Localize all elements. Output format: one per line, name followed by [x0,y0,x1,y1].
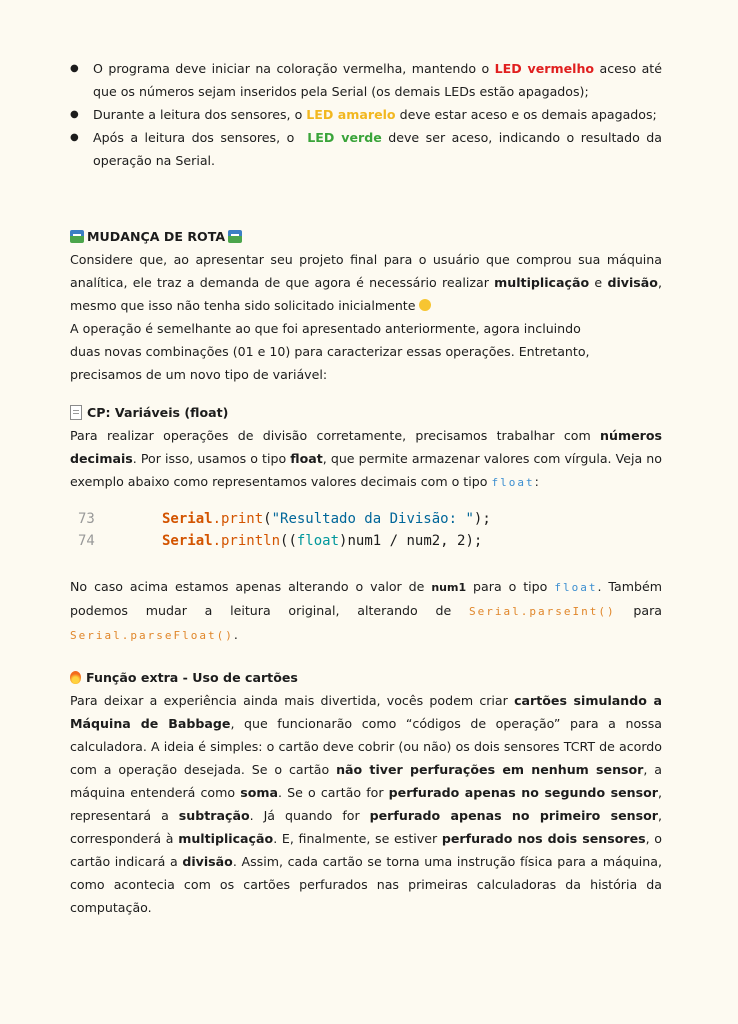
text: , representará a [70,785,662,823]
text: , que funcionarão como “códigos de operação” para a nossa calculadora. A ideia é simples: o cartão deve cobrir (ou não) os dois sensores TCRT de acordo com a operação desejada. Se o cartão [70,716,662,777]
code-token: ); [473,511,491,527]
text: . Assim, cada cartão se torna uma instrução física para a máquina, como acontecia com os cartões perfurados nas primeiras calculadoras da história da computação. [70,854,662,915]
rota-section [70,225,662,386]
text: : [534,474,539,489]
text: e [589,275,608,290]
code-line [78,530,491,552]
text: . E, finalmente, se estiver [273,831,442,846]
document-icon [70,405,82,420]
inline-code: num1 [431,581,467,594]
text: . Também podemos mudar a leitura original, alterando de [70,579,662,618]
bullet-text: deve ser aceso, indicando o resultado da operação na Serial. [93,130,662,168]
bold-text: soma [240,785,278,800]
section-title: CP: Variáveis (float) [87,405,229,420]
code-token: Serial [162,533,213,549]
paragraph [70,248,662,317]
text: . [233,627,238,642]
bold-text: divisão [607,275,658,290]
cp-section [70,401,662,494]
led-red-label: LED vermelho [494,61,595,76]
text: , que permite armazenar valores com vírgula. Veja no exemplo abaixo como representamos valores decimais com o tipo [70,451,662,489]
text: para o tipo [466,579,555,594]
text: , a máquina entenderá como [70,762,663,800]
bullet-text: aceso até que os números sejam inseridos pela Serial (os demais LEDs estão apagados); [93,61,662,99]
code-token: (( [280,533,297,549]
road-sign-icon [228,230,242,243]
line-number: 73 [78,511,95,527]
code-token: Serial [162,511,213,527]
bold-text: multiplicação [494,275,590,290]
paragraph [70,575,662,647]
code-snippet [78,508,491,552]
inline-code: Serial.parseFloat() [70,629,234,642]
text: . Já quando for [249,808,370,823]
inline-code: float [491,476,535,489]
extra-section [70,666,662,919]
code-token: ( [263,511,272,527]
text: . Por isso, usamos o tipo [132,451,291,466]
paragraph: A operação é semelhante ao que foi apresentado anteriormente, agora incluindo duas novas combinações (01 e 10) para caracterizar essas operações. Entretanto, precisamos de um novo tipo de variável: [70,321,590,382]
list-item [70,103,662,126]
bullet-text: Durante a leitura dos sensores, o [93,107,307,122]
text: , o cartão indicará a [70,831,663,869]
bullet-text: deve estar aceso e os demais apagados; [395,107,657,122]
text: Considere que, ao apresentar seu projeto final para o usuário que comprou sua máquina analítica, ele traz a demanda de que agora é necessário realizar [70,252,662,290]
bold-text: perfurado apenas no primeiro sensor [369,808,658,823]
paragraph [70,424,662,494]
text: Para realizar operações de divisão corretamente, precisamos trabalhar com [70,428,601,443]
bold-text: números decimais [70,428,662,466]
inline-code: float [554,581,598,594]
code-token: .print [212,511,264,527]
code-token: .println [212,533,281,549]
list-item [70,57,662,103]
led-yellow-label: LED amarelo [306,107,396,122]
code-token: )num1 / num2, 2); [339,533,483,549]
fire-icon [70,671,81,684]
text: No caso acima estamos apenas alterando o valor de [70,579,432,594]
text: , mesmo que isso não tenha sido solicitado inicialmente [70,275,662,313]
section-title: MUDANÇA DE ROTA [87,229,226,244]
code-token: "Resultado da Divisão: " [271,511,474,527]
section-heading [70,666,662,689]
smile-icon [419,299,431,311]
bullet-text: Após a leitura dos sensores, o [93,130,308,145]
bold-text: cartões simulando a Máquina de Babbage [70,693,663,731]
bold-text: divisão [182,854,233,869]
section-heading [70,225,662,248]
text: Para deixar a experiência ainda mais divertida, vocês podem criar [70,693,515,708]
code-token: float [296,533,340,549]
bullet-text: O programa deve iniciar na coloração vermelha, mantendo o [93,61,495,76]
bold-text: perfurado nos dois sensores [441,831,646,846]
bold-text: multiplicação [178,831,274,846]
road-sign-icon [70,230,84,243]
bold-text: float [290,451,323,466]
text: . Se o cartão for [278,785,389,800]
text: , corresponderá à [70,808,663,846]
section-title: Função extra - Uso de cartões [86,670,298,685]
list-item [70,126,662,172]
led-green-label: LED verde [307,130,382,145]
section-heading [70,401,662,424]
inline-code: Serial.parseInt() [469,605,616,618]
bold-text: perfurado apenas no segundo sensor [388,785,658,800]
code-line [78,508,491,530]
text: para [615,603,662,618]
bold-text: subtração [178,808,250,823]
paragraph [70,689,662,919]
led-rules-list [70,57,662,172]
bold-text: não tiver perfurações em nenhum sensor [336,762,644,777]
line-number: 74 [78,533,95,549]
